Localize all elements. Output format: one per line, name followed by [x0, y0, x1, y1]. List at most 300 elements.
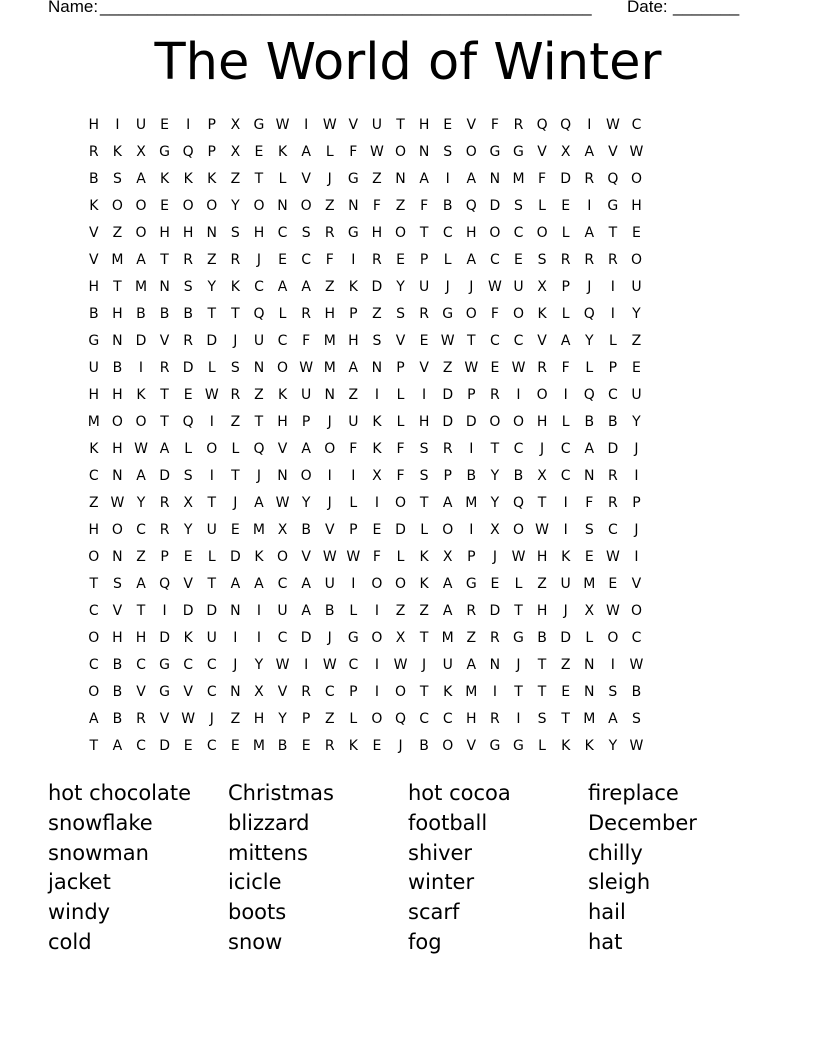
grid-letter[interactable]: K	[372, 413, 382, 430]
grid-letter[interactable]: V	[631, 576, 642, 593]
grid-letter[interactable]: U	[206, 630, 217, 647]
grid-letter[interactable]: I	[610, 278, 615, 295]
grid-letter[interactable]: A	[301, 440, 311, 457]
grid-letter[interactable]: F	[538, 170, 547, 187]
grid-letter[interactable]: W	[605, 603, 620, 620]
grid-letter[interactable]: C	[301, 251, 312, 268]
grid-letter[interactable]: F	[396, 440, 405, 457]
grid-letter[interactable]: F	[349, 143, 358, 160]
grid-letter[interactable]: O	[371, 576, 383, 593]
grid-letter[interactable]: H	[631, 197, 642, 214]
grid-letter[interactable]: X	[584, 603, 595, 620]
grid-letter[interactable]: W	[299, 359, 314, 376]
grid-letter[interactable]: N	[371, 359, 383, 376]
grid-letter[interactable]: C	[560, 440, 571, 457]
grid-letter[interactable]: A	[348, 359, 359, 376]
grid-letter[interactable]: J	[233, 657, 238, 674]
grid-letter[interactable]: B	[301, 521, 311, 538]
grid-letter[interactable]: R	[301, 305, 311, 322]
grid-letter[interactable]: W	[487, 278, 502, 295]
grid-letter[interactable]: R	[183, 332, 194, 349]
grid-letter[interactable]: B	[112, 684, 123, 701]
grid-letter[interactable]: V	[324, 521, 335, 538]
grid-letter[interactable]: C	[513, 332, 524, 349]
grid-letter[interactable]: L	[585, 630, 594, 647]
grid-letter[interactable]: J	[634, 521, 639, 538]
grid-letter[interactable]: U	[513, 278, 524, 295]
grid-letter[interactable]: D	[182, 603, 194, 620]
grid-letter[interactable]: I	[304, 116, 309, 133]
grid-letter[interactable]: O	[630, 603, 642, 620]
grid-letter[interactable]: S	[419, 467, 429, 484]
grid-letter[interactable]: T	[207, 576, 217, 593]
grid-letter[interactable]: J	[422, 657, 427, 674]
grid-letter[interactable]: C	[513, 440, 524, 457]
grid-letter[interactable]: S	[230, 359, 240, 376]
grid-letter[interactable]: O	[395, 224, 407, 241]
grid-letter[interactable]: K	[372, 440, 382, 457]
grid-letter[interactable]: F	[396, 467, 405, 484]
grid-letter[interactable]: L	[349, 711, 358, 728]
grid-letter[interactable]: P	[207, 116, 216, 133]
grid-letter[interactable]: L	[561, 413, 570, 430]
grid-letter[interactable]: U	[135, 116, 147, 133]
grid-letter[interactable]: U	[324, 576, 335, 593]
grid-letter[interactable]: R	[607, 251, 618, 268]
grid-letter[interactable]: M	[111, 251, 124, 268]
grid-letter[interactable]: T	[561, 711, 570, 728]
grid-letter[interactable]: E	[301, 738, 311, 755]
grid-letter[interactable]: Z	[348, 386, 359, 403]
grid-letter[interactable]: J	[587, 278, 592, 295]
grid-letter[interactable]: N	[230, 603, 241, 620]
grid-letter[interactable]: A	[584, 440, 595, 457]
grid-letter[interactable]: S	[183, 467, 193, 484]
grid-letter[interactable]: K	[183, 630, 193, 647]
grid-letter[interactable]: T	[254, 413, 264, 430]
grid-letter[interactable]: Y	[490, 467, 500, 484]
grid-letter[interactable]: I	[256, 603, 262, 620]
grid-letter[interactable]: G	[607, 197, 619, 214]
grid-letter[interactable]: N	[324, 386, 335, 403]
grid-letter[interactable]: T	[419, 684, 429, 701]
grid-letter[interactable]: O	[512, 413, 524, 430]
grid-letter[interactable]: G	[489, 738, 501, 755]
grid-letter[interactable]: J	[563, 603, 568, 620]
grid-letter[interactable]: A	[442, 576, 453, 593]
grid-letter[interactable]: H	[371, 224, 383, 241]
grid-letter[interactable]: A	[466, 251, 477, 268]
grid-letter[interactable]: L	[561, 305, 570, 322]
grid-letter[interactable]: C	[88, 657, 99, 674]
grid-letter[interactable]: E	[230, 521, 240, 538]
grid-letter[interactable]: U	[631, 278, 642, 295]
grid-letter[interactable]: C	[324, 684, 335, 701]
grid-letter[interactable]: O	[465, 143, 477, 160]
grid-letter[interactable]: S	[632, 711, 641, 728]
grid-letter[interactable]: I	[374, 657, 379, 674]
grid-letter[interactable]: W	[110, 494, 125, 511]
grid-letter[interactable]: N	[584, 467, 595, 484]
grid-letter[interactable]: T	[537, 657, 547, 674]
grid-letter[interactable]: W	[629, 657, 644, 674]
grid-letter[interactable]: S	[443, 143, 453, 160]
grid-letter[interactable]: D	[442, 386, 454, 403]
grid-letter[interactable]: U	[301, 386, 312, 403]
grid-letter[interactable]: O	[277, 359, 289, 376]
grid-letter[interactable]: D	[159, 738, 170, 755]
grid-letter[interactable]: W	[275, 657, 290, 674]
grid-letter[interactable]: T	[419, 224, 429, 241]
grid-letter[interactable]: V	[608, 143, 618, 160]
grid-letter[interactable]: T	[113, 278, 122, 295]
grid-letter[interactable]: R	[584, 170, 595, 187]
grid-letter[interactable]: T	[160, 413, 169, 430]
grid-letter[interactable]: Z	[206, 251, 217, 268]
grid-letter[interactable]: J	[516, 657, 521, 674]
grid-letter[interactable]: I	[516, 711, 521, 728]
grid-letter[interactable]: A	[277, 278, 288, 295]
grid-letter[interactable]: O	[182, 197, 194, 214]
grid-letter[interactable]: T	[419, 494, 429, 511]
grid-letter[interactable]: R	[442, 440, 453, 457]
grid-letter[interactable]: O	[371, 630, 383, 647]
grid-letter[interactable]: A	[136, 467, 146, 484]
grid-letter[interactable]: K	[159, 170, 170, 187]
grid-letter[interactable]: L	[420, 521, 429, 538]
grid-letter[interactable]: K	[537, 305, 547, 322]
grid-letter[interactable]: C	[136, 521, 146, 538]
grid-letter[interactable]: E	[490, 576, 500, 593]
grid-letter[interactable]: V	[395, 332, 406, 349]
grid-letter[interactable]: N	[253, 359, 265, 376]
grid-letter[interactable]: C	[631, 116, 642, 133]
grid-letter[interactable]: T	[89, 738, 99, 755]
grid-letter[interactable]: S	[537, 711, 547, 728]
grid-letter[interactable]: K	[230, 278, 240, 295]
grid-letter[interactable]: L	[184, 440, 193, 457]
grid-letter[interactable]: O	[442, 521, 454, 538]
grid-letter[interactable]: I	[563, 521, 568, 538]
grid-letter[interactable]: B	[442, 197, 453, 214]
grid-letter[interactable]: B	[513, 467, 524, 484]
grid-letter[interactable]: S	[183, 278, 193, 295]
grid-letter[interactable]: T	[160, 386, 169, 403]
grid-letter[interactable]: P	[207, 143, 216, 160]
grid-letter[interactable]: S	[584, 521, 594, 538]
grid-letter[interactable]: W	[535, 521, 549, 538]
grid-letter[interactable]: W	[440, 332, 455, 349]
grid-letter[interactable]: B	[324, 603, 335, 620]
grid-letter[interactable]: L	[538, 197, 546, 214]
grid-letter[interactable]: L	[514, 576, 523, 593]
grid-letter[interactable]: C	[277, 576, 288, 593]
grid-letter[interactable]: B	[136, 305, 146, 322]
grid-letter[interactable]: B	[88, 170, 99, 187]
grid-letter[interactable]: E	[632, 359, 641, 376]
grid-letter[interactable]: T	[231, 305, 240, 322]
grid-letter[interactable]: U	[206, 521, 217, 538]
grid-letter[interactable]: G	[347, 224, 359, 241]
grid-letter[interactable]: O	[465, 305, 477, 322]
grid-letter[interactable]: I	[516, 386, 521, 403]
grid-letter[interactable]: P	[349, 521, 358, 538]
grid-letter[interactable]: D	[159, 467, 170, 484]
grid-letter[interactable]: E	[230, 738, 240, 755]
grid-letter[interactable]: A	[442, 494, 453, 511]
grid-letter[interactable]: E	[254, 143, 264, 160]
grid-letter[interactable]: V	[89, 251, 99, 268]
grid-letter[interactable]: U	[418, 278, 430, 295]
grid-letter[interactable]: B	[112, 657, 123, 674]
grid-letter[interactable]: E	[396, 251, 405, 268]
grid-letter[interactable]: V	[466, 738, 477, 755]
grid-letter[interactable]: I	[469, 521, 474, 538]
grid-letter[interactable]: Z	[324, 278, 335, 295]
grid-letter[interactable]: Q	[253, 440, 265, 457]
grid-letter[interactable]: H	[466, 711, 477, 728]
grid-letter[interactable]: I	[610, 657, 615, 674]
grid-letter[interactable]: A	[136, 576, 146, 593]
grid-letter[interactable]: X	[254, 684, 264, 701]
grid-letter[interactable]: U	[348, 413, 359, 430]
grid-letter[interactable]: W	[204, 386, 219, 403]
grid-letter[interactable]: V	[537, 332, 547, 349]
grid-letter[interactable]: H	[135, 630, 147, 647]
grid-letter[interactable]: O	[135, 197, 147, 214]
grid-letter[interactable]: O	[206, 440, 218, 457]
grid-letter[interactable]: B	[584, 413, 595, 430]
grid-letter[interactable]: I	[327, 467, 332, 484]
grid-letter[interactable]: H	[112, 630, 123, 647]
grid-letter[interactable]: G	[442, 305, 454, 322]
grid-letter[interactable]: I	[374, 386, 379, 403]
grid-letter[interactable]: O	[111, 413, 123, 430]
grid-letter[interactable]: C	[277, 630, 288, 647]
grid-letter[interactable]: Y	[183, 521, 193, 538]
grid-letter[interactable]: Y	[608, 738, 618, 755]
grid-letter[interactable]: M	[583, 576, 596, 593]
grid-letter[interactable]: A	[442, 603, 453, 620]
grid-letter[interactable]: R	[136, 711, 146, 728]
grid-letter[interactable]: J	[233, 332, 238, 349]
grid-letter[interactable]: Y	[207, 278, 217, 295]
grid-letter[interactable]: H	[88, 386, 100, 403]
grid-letter[interactable]: H	[112, 386, 123, 403]
grid-letter[interactable]: J	[327, 494, 332, 511]
grid-letter[interactable]: C	[442, 224, 453, 241]
grid-letter[interactable]: F	[349, 440, 358, 457]
grid-letter[interactable]: O	[536, 386, 548, 403]
grid-letter[interactable]: S	[514, 197, 523, 214]
grid-letter[interactable]: K	[584, 738, 594, 755]
grid-letter[interactable]: C	[206, 684, 217, 701]
grid-letter[interactable]: S	[419, 440, 429, 457]
grid-letter[interactable]: R	[230, 251, 241, 268]
grid-letter[interactable]: T	[160, 251, 169, 268]
grid-letter[interactable]: J	[469, 278, 474, 295]
grid-letter[interactable]: V	[183, 576, 193, 593]
grid-letter[interactable]: I	[374, 603, 379, 620]
grid-letter[interactable]: T	[207, 494, 217, 511]
grid-letter[interactable]: Z	[372, 305, 382, 322]
grid-letter[interactable]: D	[465, 413, 477, 430]
grid-letter[interactable]: K	[277, 143, 288, 160]
grid-letter[interactable]: N	[418, 143, 430, 160]
grid-letter[interactable]: Y	[396, 278, 405, 295]
grid-letter[interactable]: C	[631, 630, 642, 647]
grid-letter[interactable]: L	[608, 332, 617, 349]
grid-letter[interactable]: X	[490, 521, 500, 538]
grid-letter[interactable]: G	[159, 143, 170, 160]
grid-letter[interactable]: F	[302, 332, 311, 349]
grid-letter[interactable]: V	[112, 603, 123, 620]
grid-letter[interactable]: D	[135, 332, 147, 349]
grid-letter[interactable]: U	[277, 603, 288, 620]
grid-letter[interactable]: Z	[324, 197, 335, 214]
grid-letter[interactable]: E	[160, 197, 169, 214]
grid-letter[interactable]: K	[561, 738, 571, 755]
grid-letter[interactable]: O	[300, 467, 312, 484]
grid-letter[interactable]: V	[277, 440, 288, 457]
grid-letter[interactable]: R	[513, 116, 524, 133]
grid-letter[interactable]: V	[301, 170, 311, 187]
grid-letter[interactable]: N	[112, 467, 123, 484]
grid-letter[interactable]: R	[537, 359, 547, 376]
grid-letter[interactable]: L	[396, 549, 405, 566]
grid-letter[interactable]: N	[395, 170, 406, 187]
grid-letter[interactable]: Z	[395, 603, 406, 620]
grid-letter[interactable]: S	[537, 251, 547, 268]
grid-letter[interactable]: H	[277, 413, 288, 430]
grid-letter[interactable]: C	[607, 386, 618, 403]
grid-letter[interactable]: U	[253, 332, 265, 349]
grid-letter[interactable]: V	[159, 711, 170, 728]
grid-letter[interactable]: A	[254, 494, 264, 511]
grid-letter[interactable]: D	[159, 630, 170, 647]
grid-letter[interactable]: I	[209, 467, 214, 484]
grid-letter[interactable]: J	[327, 413, 332, 430]
grid-letter[interactable]: H	[88, 116, 100, 133]
grid-letter[interactable]: H	[418, 116, 430, 133]
grid-letter[interactable]: E	[372, 521, 382, 538]
grid-letter[interactable]: G	[513, 738, 524, 755]
grid-letter[interactable]: K	[419, 549, 429, 566]
grid-letter[interactable]: W	[181, 711, 196, 728]
grid-letter[interactable]: P	[632, 494, 641, 511]
grid-letter[interactable]: Z	[89, 494, 99, 511]
grid-letter[interactable]: E	[160, 116, 169, 133]
grid-letter[interactable]: R	[419, 305, 429, 322]
grid-letter[interactable]: A	[230, 576, 241, 593]
grid-letter[interactable]: H	[348, 332, 359, 349]
grid-letter[interactable]: Z	[419, 603, 429, 620]
grid-letter[interactable]: L	[538, 738, 546, 755]
grid-letter[interactable]: Y	[254, 657, 264, 674]
grid-letter[interactable]: V	[183, 684, 193, 701]
grid-letter[interactable]: M	[134, 278, 148, 295]
grid-letter[interactable]: X	[230, 116, 241, 133]
grid-letter[interactable]: P	[608, 359, 618, 376]
grid-letter[interactable]: K	[561, 549, 571, 566]
grid-letter[interactable]: K	[136, 386, 146, 403]
grid-letter[interactable]: A	[466, 170, 477, 187]
grid-letter[interactable]: F	[490, 116, 499, 133]
grid-letter[interactable]: X	[230, 143, 241, 160]
grid-letter[interactable]: P	[301, 413, 311, 430]
grid-letter[interactable]: Q	[583, 386, 595, 403]
grid-letter[interactable]: E	[608, 576, 618, 593]
grid-letter[interactable]: L	[349, 494, 358, 511]
grid-letter[interactable]: I	[209, 413, 214, 430]
grid-letter[interactable]: A	[89, 711, 99, 728]
grid-letter[interactable]: B	[112, 711, 123, 728]
grid-letter[interactable]: D	[229, 549, 241, 566]
grid-letter[interactable]: T	[467, 332, 476, 349]
grid-letter[interactable]: C	[136, 738, 146, 755]
grid-letter[interactable]: K	[348, 278, 358, 295]
grid-letter[interactable]: M	[252, 521, 265, 538]
grid-letter[interactable]: N	[584, 684, 595, 701]
grid-letter[interactable]: D	[560, 170, 572, 187]
grid-letter[interactable]: P	[561, 278, 570, 295]
grid-letter[interactable]: Y	[490, 494, 500, 511]
grid-letter[interactable]: G	[159, 684, 170, 701]
grid-letter[interactable]: C	[490, 251, 500, 268]
grid-letter[interactable]: F	[561, 359, 570, 376]
grid-letter[interactable]: P	[349, 684, 358, 701]
grid-letter[interactable]: H	[324, 305, 335, 322]
grid-letter[interactable]: D	[607, 440, 619, 457]
grid-letter[interactable]: F	[372, 197, 381, 214]
grid-letter[interactable]: W	[322, 116, 337, 133]
grid-letter[interactable]: I	[587, 116, 592, 133]
grid-letter[interactable]: W	[511, 549, 526, 566]
grid-letter[interactable]: G	[489, 143, 501, 160]
grid-letter[interactable]: I	[233, 630, 238, 647]
grid-letter[interactable]: E	[183, 549, 193, 566]
grid-letter[interactable]: I	[563, 386, 568, 403]
grid-letter[interactable]: O	[607, 630, 619, 647]
grid-letter[interactable]: J	[327, 630, 332, 647]
grid-letter[interactable]: B	[466, 467, 477, 484]
grid-letter[interactable]: X	[537, 467, 547, 484]
grid-letter[interactable]: R	[490, 711, 500, 728]
grid-letter[interactable]: S	[301, 224, 311, 241]
grid-letter[interactable]: H	[536, 549, 548, 566]
grid-letter[interactable]: I	[374, 494, 379, 511]
grid-letter[interactable]: O	[395, 494, 407, 511]
grid-letter[interactable]: O	[395, 576, 407, 593]
grid-letter[interactable]: M	[252, 738, 265, 755]
grid-letter[interactable]: A	[608, 711, 618, 728]
grid-letter[interactable]: Z	[537, 576, 547, 593]
grid-letter[interactable]: M	[512, 170, 525, 187]
grid-letter[interactable]: O	[253, 197, 265, 214]
grid-letter[interactable]: G	[347, 170, 359, 187]
name-field[interactable]: ____________________________________________________	[100, 0, 592, 16]
grid-letter[interactable]: E	[183, 386, 193, 403]
grid-letter[interactable]: J	[233, 494, 238, 511]
grid-letter[interactable]: K	[443, 684, 453, 701]
grid-letter[interactable]: S	[230, 224, 240, 241]
grid-letter[interactable]: P	[467, 386, 476, 403]
grid-letter[interactable]: R	[607, 467, 618, 484]
grid-letter[interactable]: Y	[584, 332, 594, 349]
grid-letter[interactable]: D	[300, 630, 312, 647]
grid-letter[interactable]: Y	[136, 494, 146, 511]
grid-letter[interactable]: J	[492, 549, 497, 566]
